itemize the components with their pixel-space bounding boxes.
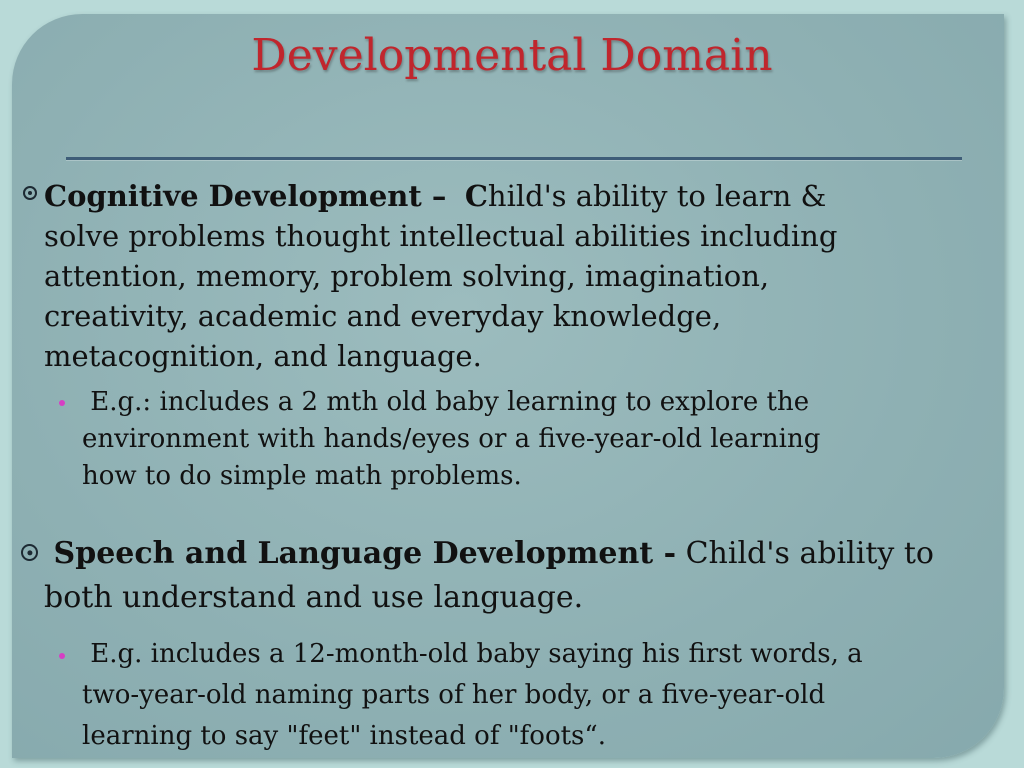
speech-language-text — [44, 532, 1019, 620]
text-line — [82, 384, 1002, 421]
text-line: creativity, academic and everyday knowledge, — [44, 299, 722, 333]
item-heading-initial: C — [464, 179, 488, 213]
text-line — [82, 634, 1012, 675]
text-line: two-year-old naming parts of her body, or a five-year-old — [82, 680, 826, 710]
cognitive-development-text — [44, 176, 984, 376]
title-divider — [66, 157, 962, 160]
text-line: both understand and use language. — [44, 580, 584, 615]
text-line — [44, 176, 984, 216]
text-line: solve problems thought intellectual abilities including — [44, 219, 838, 253]
sub-bullet-icon — [59, 653, 65, 659]
ring-bullet-icon — [21, 544, 38, 561]
slide-title: Developmental Domain — [251, 30, 773, 81]
sub-bullet-icon — [59, 400, 65, 406]
text-line-segment: hild's ability to learn & — [487, 179, 827, 213]
text-line: environment with hands/eyes or a five-year-old learning — [82, 424, 821, 454]
cognitive-example-text — [82, 384, 1002, 495]
item-heading: Cognitive Development – — [44, 179, 447, 213]
text-line: learning to say "feet" instead of "foots“. — [82, 721, 606, 751]
item-heading: Speech and Language Development - — [53, 536, 677, 571]
text-line-segment: Child's ability to — [685, 536, 934, 571]
ring-bullet-icon — [23, 186, 37, 200]
text-line — [44, 532, 1019, 576]
text-line: how to do simple math problems. — [82, 461, 522, 491]
text-line: attention, memory, problem solving, imagination, — [44, 259, 770, 293]
text-line: metacognition, and language. — [44, 339, 482, 373]
text-line-segment: E.g. includes a 12-month-old baby saying his first words, a — [90, 639, 863, 669]
text-line-segment: E.g.: includes a 2 mth old baby learning to explore the — [90, 387, 810, 417]
speech-example-text — [82, 634, 1012, 757]
